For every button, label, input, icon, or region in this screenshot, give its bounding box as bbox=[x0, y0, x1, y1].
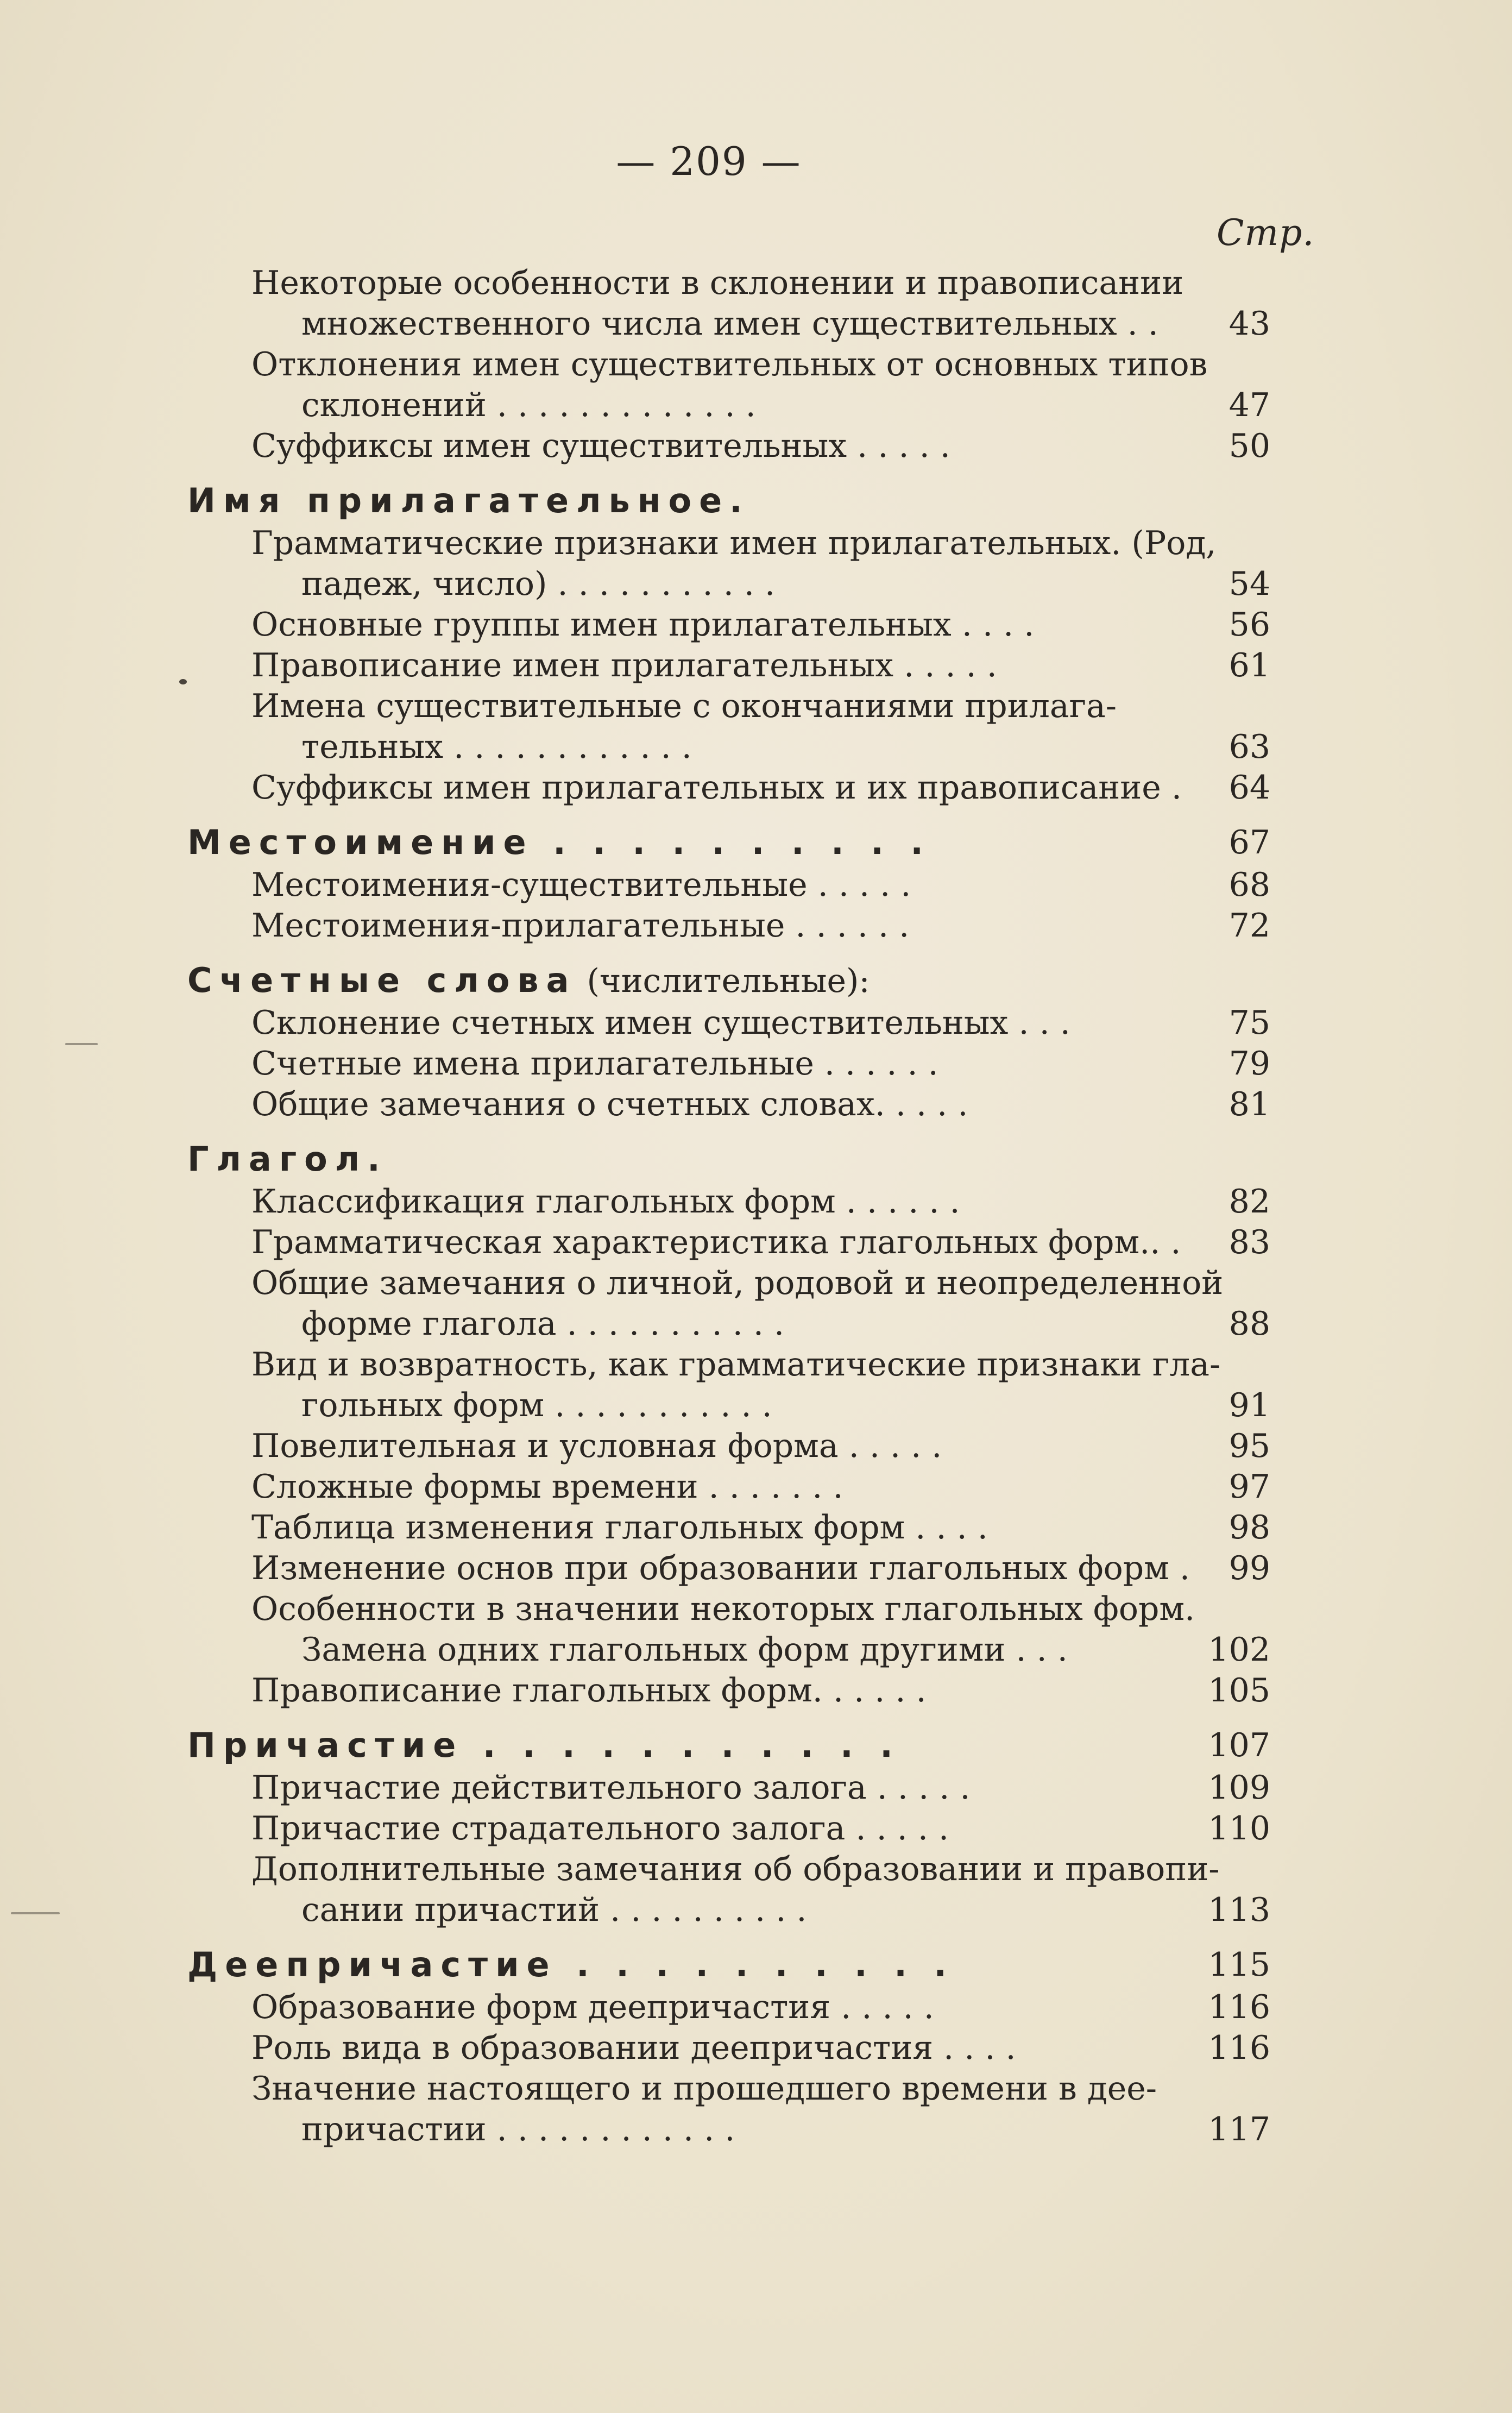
toc-page-number: 83 bbox=[1228, 1223, 1270, 1261]
toc-page-number: 81 bbox=[1228, 1085, 1270, 1123]
toc-page-number: 79 bbox=[1228, 1045, 1270, 1083]
toc-entry-line bbox=[0, 2026, 1512, 2066]
toc-entry-text: Склонение счетных имен существительных . . . bbox=[251, 1004, 1070, 1042]
paper-speck bbox=[11, 1912, 60, 1914]
toc-section-heading bbox=[0, 958, 1512, 1001]
toc-entry-text: Имена существительные с окончаниями прилага- bbox=[251, 687, 1117, 725]
toc-page-number: 107 bbox=[1208, 1726, 1270, 1764]
toc-page-number: 68 bbox=[1228, 866, 1270, 904]
toc-entry-line bbox=[0, 863, 1512, 903]
toc-page-number: 82 bbox=[1228, 1183, 1270, 1221]
toc-section-heading bbox=[0, 1723, 1512, 1765]
toc-page-number: 88 bbox=[1228, 1305, 1270, 1343]
toc-page-number: 116 bbox=[1208, 2029, 1270, 2067]
toc-entry-text: Причастие страдательного залога . . . . . bbox=[251, 1809, 949, 1848]
toc-entry-line bbox=[0, 1668, 1512, 1709]
toc-entry-text: Основные группы имен прилагательных . . . . bbox=[251, 606, 1035, 644]
toc-page-number: 63 bbox=[1228, 728, 1270, 766]
toc-page-number: 95 bbox=[1228, 1427, 1270, 1465]
toc-entry-text: Суффиксы имен прилагательных и их правописание . bbox=[251, 769, 1182, 807]
section-title: Счетные слова (числительные): bbox=[187, 960, 870, 1000]
toc-entry-line bbox=[0, 1587, 1512, 1627]
toc-entry-line bbox=[0, 1765, 1512, 1806]
toc-entry-text: Местоимения-прилагательные . . . . . . bbox=[251, 907, 910, 945]
toc-entry-text: Дополнительные замечания об образовании и правопи- bbox=[251, 1850, 1220, 1888]
toc-entry-line bbox=[0, 2107, 1512, 2148]
toc-entry-line bbox=[0, 1383, 1512, 1424]
toc-entry-text: Правописание имен прилагательных . . . . . bbox=[251, 646, 997, 684]
toc-entry-line bbox=[0, 1985, 1512, 2026]
toc-entry-line bbox=[0, 1847, 1512, 1888]
toc-entry-line bbox=[0, 1546, 1512, 1587]
toc-page-number: 110 bbox=[1208, 1809, 1270, 1848]
toc-page-number: 97 bbox=[1228, 1468, 1270, 1506]
toc-entry-line bbox=[0, 1505, 1512, 1546]
toc-entry-text: причастии . . . . . . . . . . . . bbox=[301, 2110, 735, 2148]
toc-entry-text: Грамматическая характеристика глагольных форм.. . bbox=[251, 1223, 1181, 1261]
toc-entry-line bbox=[0, 1465, 1512, 1505]
toc-page-number: 47 bbox=[1228, 386, 1270, 424]
toc-page-number: 105 bbox=[1208, 1671, 1270, 1710]
section-subtitle: (числительные): bbox=[576, 962, 870, 1000]
toc-entry-line bbox=[0, 1888, 1512, 1928]
toc-entry-text: Замена одних глагольных форм другими . . . bbox=[301, 1631, 1068, 1669]
toc-entry-text: склонений . . . . . . . . . . . . . bbox=[301, 386, 756, 424]
section-title: Глагол. bbox=[187, 1139, 388, 1179]
toc-page-number: 56 bbox=[1228, 606, 1270, 644]
page-number: — 209 — bbox=[616, 139, 802, 184]
toc-entry-line bbox=[0, 725, 1512, 765]
section-title: Имя прилагательное. bbox=[187, 481, 750, 520]
toc-page-number: 61 bbox=[1228, 646, 1270, 684]
toc-entry-text: Общие замечания о счетных словах. . . . . bbox=[251, 1085, 968, 1123]
page-column-header: Стр. bbox=[1217, 212, 1315, 254]
toc-entry-line bbox=[0, 1179, 1512, 1220]
toc-page-number: 98 bbox=[1228, 1509, 1270, 1547]
paper-speck bbox=[179, 679, 187, 684]
toc-page-number: 54 bbox=[1228, 565, 1270, 603]
toc-entry-line bbox=[0, 765, 1512, 806]
section-title: Причастие . . . . . . . . . . . bbox=[187, 1725, 900, 1765]
toc-page-number: 117 bbox=[1208, 2110, 1270, 2148]
toc-entry-line bbox=[0, 424, 1512, 464]
toc-entry-text: Классификация глагольных форм . . . . . . bbox=[251, 1183, 960, 1221]
toc-page-number: 102 bbox=[1208, 1631, 1270, 1669]
toc-entry-text: Некоторые особенности в склонении и правописании bbox=[251, 264, 1184, 302]
toc-entry-line bbox=[0, 1806, 1512, 1847]
toc-entry-text: Особенности в значении некоторых глагольных форм. bbox=[251, 1590, 1195, 1628]
toc-page-number: 99 bbox=[1228, 1549, 1270, 1587]
toc-entry-line bbox=[0, 903, 1512, 944]
toc-page-number: 115 bbox=[1208, 1946, 1270, 1984]
toc-entry-text: Причастие действительного залога . . . . . bbox=[251, 1769, 971, 1807]
toc-entry-line bbox=[0, 1627, 1512, 1668]
toc-entry-text: Повелительная и условная форма . . . . . bbox=[251, 1427, 942, 1465]
toc-page-number: 72 bbox=[1228, 907, 1270, 945]
toc-entry-text: Грамматические признаки имен прилагательных. (Род, bbox=[251, 524, 1217, 562]
toc-page-number: 50 bbox=[1228, 427, 1270, 465]
toc-entry-text: Образование форм деепричастия . . . . . bbox=[251, 1988, 934, 2026]
toc-entry-line bbox=[0, 1220, 1512, 1261]
toc-entry-line bbox=[0, 643, 1512, 684]
table-of-contents bbox=[0, 261, 1512, 2148]
section-title: Местоимение . . . . . . . . . . bbox=[187, 822, 931, 862]
toc-entry-text: Таблица изменения глагольных форм . . . . bbox=[251, 1509, 988, 1547]
toc-entry-text: Вид и возвратность, как грамматические признаки гла- bbox=[251, 1346, 1221, 1384]
toc-entry-text: Роль вида в образовании деепричастия . . . . bbox=[251, 2029, 1016, 2067]
toc-page-number: 64 bbox=[1228, 769, 1270, 807]
toc-page-number: 91 bbox=[1228, 1386, 1270, 1424]
section-title: Деепричастие . . . . . . . . . . bbox=[187, 1945, 954, 1984]
toc-section-heading bbox=[0, 479, 1512, 521]
toc-entry-line bbox=[0, 684, 1512, 725]
toc-entry-line bbox=[0, 383, 1512, 424]
toc-entry-line bbox=[0, 1082, 1512, 1123]
toc-entry-line bbox=[0, 1041, 1512, 1082]
toc-entry-line bbox=[0, 1001, 1512, 1041]
toc-page-number: 43 bbox=[1228, 305, 1270, 343]
toc-entry-text: гольных форм . . . . . . . . . . . bbox=[301, 1386, 772, 1424]
toc-entry-text: Отклонения имен существительных от основных типов bbox=[251, 345, 1208, 384]
toc-entry-text: Правописание глагольных форм. . . . . . bbox=[251, 1671, 927, 1710]
toc-entry-line bbox=[0, 602, 1512, 643]
toc-entry-line bbox=[0, 1342, 1512, 1383]
toc-entry-line bbox=[0, 1302, 1512, 1342]
toc-entry-text: Местоимения-существительные . . . . . bbox=[251, 866, 911, 904]
toc-entry-text: Значение настоящего и прошедшего времени в дее- bbox=[251, 2070, 1157, 2108]
toc-entry-line bbox=[0, 1424, 1512, 1465]
toc-entry-text: Изменение основ при образовании глагольных форм . bbox=[251, 1549, 1190, 1587]
toc-entry-text: Счетные имена прилагательные . . . . . . bbox=[251, 1045, 938, 1083]
toc-page-number: 113 bbox=[1208, 1891, 1270, 1929]
paper-speck bbox=[65, 1043, 98, 1045]
toc-page-number: 75 bbox=[1228, 1004, 1270, 1042]
toc-entry-text: множественного числа имен существительных . . bbox=[301, 305, 1158, 343]
toc-entry-text: тельных . . . . . . . . . . . . bbox=[301, 728, 692, 766]
toc-section-heading bbox=[0, 820, 1512, 863]
toc-entry-text: форме глагола . . . . . . . . . . . bbox=[301, 1305, 785, 1343]
toc-entry-line bbox=[0, 521, 1512, 562]
toc-section-heading bbox=[0, 1943, 1512, 1985]
toc-entry-text: Суффиксы имен существительных . . . . . bbox=[251, 427, 950, 465]
toc-entry-line bbox=[0, 261, 1512, 301]
toc-entry-text: Сложные формы времени . . . . . . . bbox=[251, 1468, 843, 1506]
toc-entry-line bbox=[0, 562, 1512, 602]
toc-section-heading bbox=[0, 1137, 1512, 1179]
toc-entry-text: падеж, число) . . . . . . . . . . . bbox=[301, 565, 776, 603]
toc-page-number: 109 bbox=[1208, 1769, 1270, 1807]
toc-page-number: 116 bbox=[1208, 1988, 1270, 2026]
toc-page-number: 67 bbox=[1228, 824, 1270, 862]
toc-entry-line bbox=[0, 2066, 1512, 2107]
toc-entry-line bbox=[0, 342, 1512, 383]
toc-entry-line bbox=[0, 1261, 1512, 1302]
toc-entry-text: Общие замечания о личной, родовой и неопределенной bbox=[251, 1264, 1224, 1302]
toc-entry-line bbox=[0, 301, 1512, 342]
toc-entry-text: сании причастий . . . . . . . . . . bbox=[301, 1891, 807, 1929]
